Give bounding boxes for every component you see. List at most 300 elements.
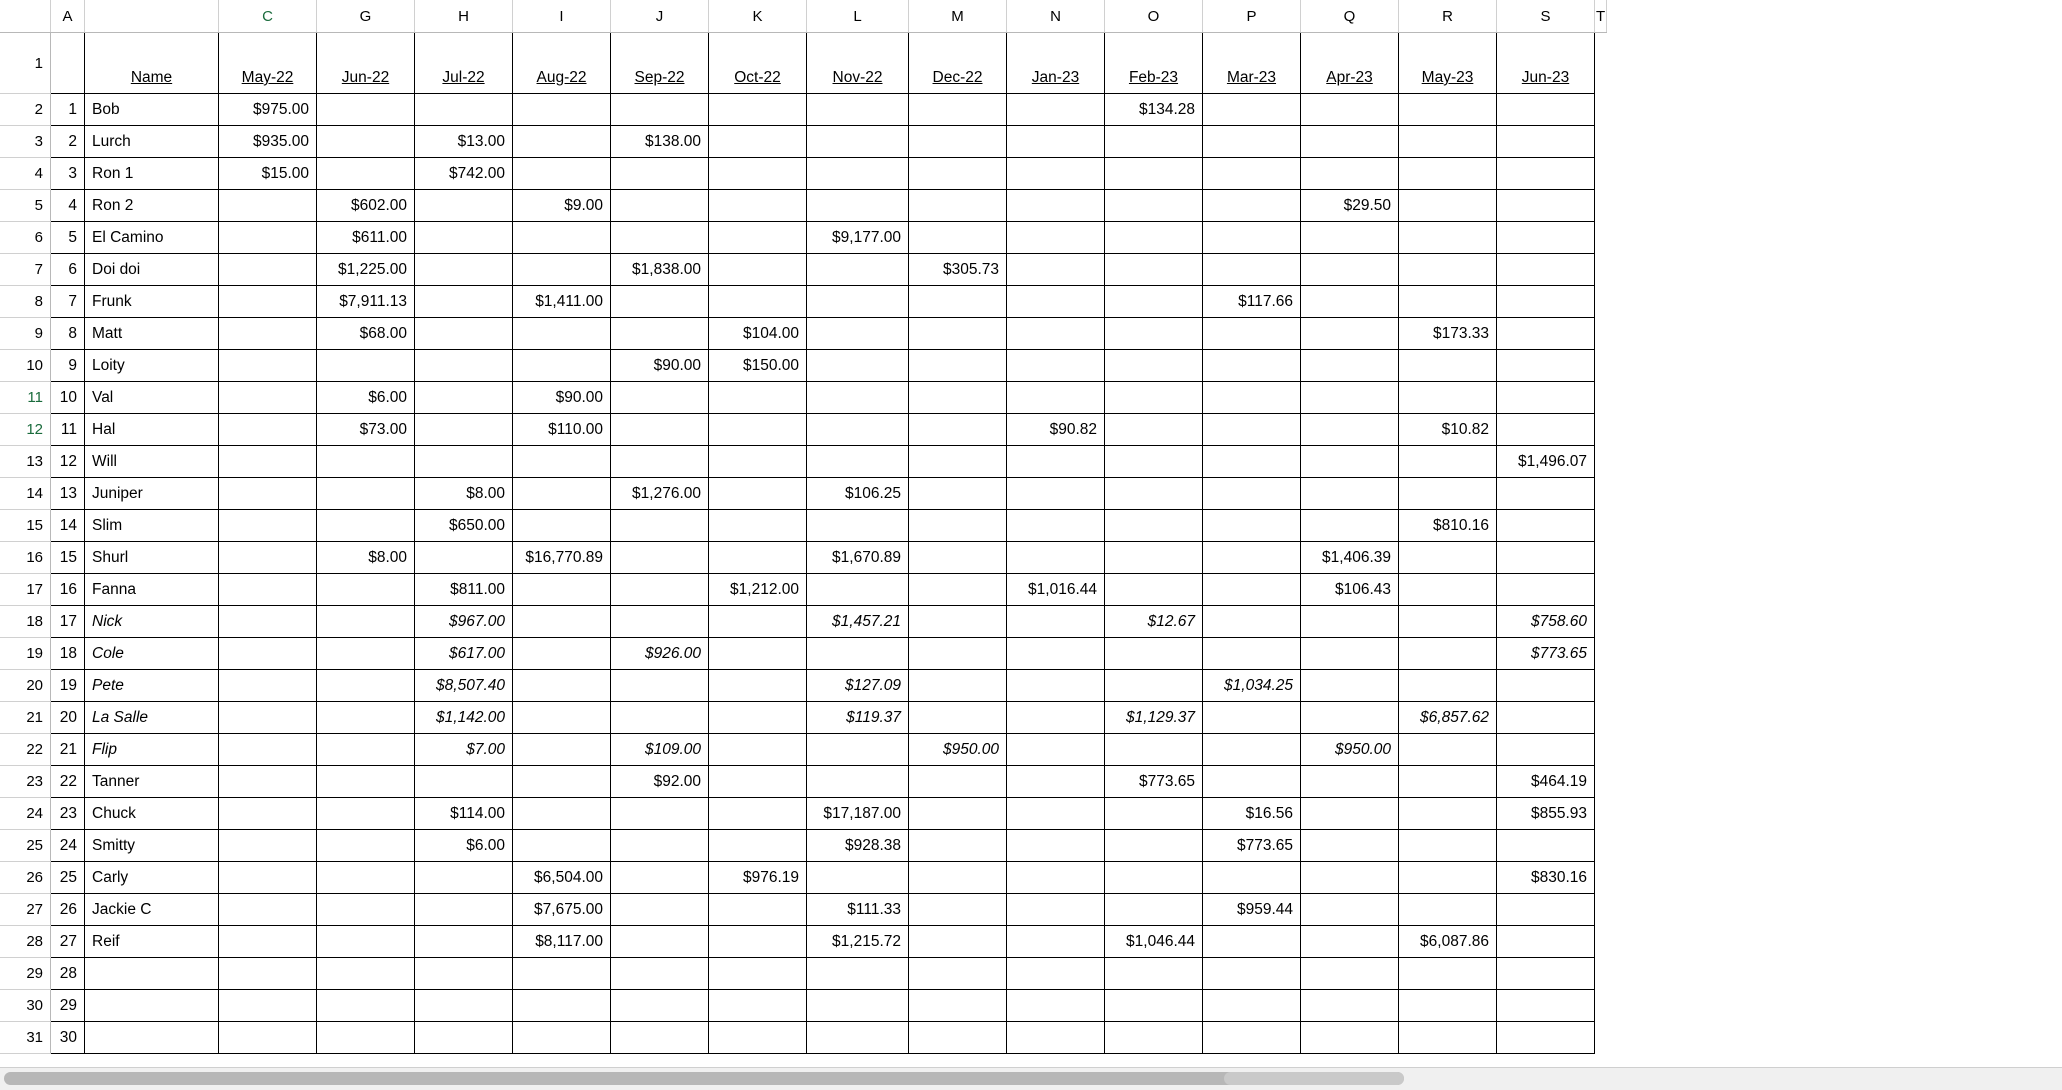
amount-cell[interactable]: [1203, 350, 1301, 382]
column-header-K[interactable]: K: [709, 0, 807, 33]
name-cell[interactable]: Val: [85, 382, 219, 414]
column-header-C[interactable]: C: [219, 0, 317, 33]
amount-cell[interactable]: [1105, 382, 1203, 414]
amount-cell[interactable]: [1301, 958, 1399, 990]
amount-cell[interactable]: [513, 350, 611, 382]
amount-cell[interactable]: [1497, 958, 1595, 990]
amount-cell[interactable]: [1203, 702, 1301, 734]
table-row[interactable]: [0, 798, 1607, 830]
amount-cell[interactable]: [317, 798, 415, 830]
row-index-cell[interactable]: 30: [51, 1022, 85, 1054]
amount-cell[interactable]: [909, 638, 1007, 670]
amount-cell[interactable]: $16.56: [1203, 798, 1301, 830]
amount-cell[interactable]: [1105, 638, 1203, 670]
amount-cell[interactable]: $1,142.00: [415, 702, 513, 734]
amount-cell[interactable]: $855.93: [1497, 798, 1595, 830]
name-cell[interactable]: Will: [85, 446, 219, 478]
amount-cell[interactable]: [513, 478, 611, 510]
amount-cell[interactable]: [1301, 158, 1399, 190]
amount-cell[interactable]: [1105, 318, 1203, 350]
amount-cell[interactable]: [909, 286, 1007, 318]
amount-cell[interactable]: [415, 286, 513, 318]
amount-cell[interactable]: [611, 510, 709, 542]
amount-cell[interactable]: [219, 446, 317, 478]
name-cell[interactable]: Juniper: [85, 478, 219, 510]
row-index-cell[interactable]: 11: [51, 414, 85, 446]
amount-cell[interactable]: [513, 606, 611, 638]
amount-cell[interactable]: $106.25: [807, 478, 909, 510]
row-header-9[interactable]: 9: [0, 318, 51, 350]
header-cell-oct-22[interactable]: [709, 33, 807, 94]
amount-cell[interactable]: [1105, 254, 1203, 286]
amount-cell[interactable]: [1203, 222, 1301, 254]
header-cell-may-23[interactable]: [1399, 33, 1497, 94]
name-cell[interactable]: Matt: [85, 318, 219, 350]
amount-cell[interactable]: $15.00: [219, 158, 317, 190]
amount-cell[interactable]: [709, 606, 807, 638]
amount-cell[interactable]: [415, 894, 513, 926]
amount-cell[interactable]: [611, 830, 709, 862]
row-index-cell[interactable]: 19: [51, 670, 85, 702]
amount-cell[interactable]: [1497, 574, 1595, 606]
amount-cell[interactable]: [909, 894, 1007, 926]
amount-cell[interactable]: [1007, 606, 1105, 638]
row-header-10[interactable]: 10: [0, 350, 51, 382]
header-cell-nov-22[interactable]: [807, 33, 909, 94]
row-header-22[interactable]: 22: [0, 734, 51, 766]
amount-cell[interactable]: $611.00: [317, 222, 415, 254]
amount-cell[interactable]: [709, 414, 807, 446]
table-row[interactable]: [0, 990, 1607, 1022]
amount-cell[interactable]: [1007, 958, 1105, 990]
table-row[interactable]: [0, 830, 1607, 862]
table-row[interactable]: [0, 926, 1607, 958]
amount-cell[interactable]: $111.33: [807, 894, 909, 926]
column-header-S[interactable]: S: [1497, 0, 1595, 33]
column-header-A[interactable]: A: [51, 0, 85, 33]
amount-cell[interactable]: [1105, 350, 1203, 382]
row-header-4[interactable]: 4: [0, 158, 51, 190]
amount-cell[interactable]: [1007, 798, 1105, 830]
amount-cell[interactable]: $6,857.62: [1399, 702, 1497, 734]
amount-cell[interactable]: [415, 94, 513, 126]
amount-cell[interactable]: [709, 798, 807, 830]
amount-cell[interactable]: [317, 350, 415, 382]
amount-cell[interactable]: $1,016.44: [1007, 574, 1105, 606]
amount-cell[interactable]: $9.00: [513, 190, 611, 222]
amount-cell[interactable]: [807, 1022, 909, 1054]
amount-cell[interactable]: [415, 990, 513, 1022]
amount-cell[interactable]: [909, 830, 1007, 862]
amount-cell[interactable]: [1301, 510, 1399, 542]
amount-cell[interactable]: [909, 382, 1007, 414]
amount-cell[interactable]: [1007, 350, 1105, 382]
row-index-cell[interactable]: 2: [51, 126, 85, 158]
header-cell-mar-23[interactable]: [1203, 33, 1301, 94]
amount-cell[interactable]: $7,911.13: [317, 286, 415, 318]
amount-cell[interactable]: [415, 190, 513, 222]
amount-cell[interactable]: [1399, 766, 1497, 798]
header-cell-name[interactable]: [85, 33, 219, 94]
amount-cell[interactable]: $109.00: [611, 734, 709, 766]
amount-cell[interactable]: [909, 94, 1007, 126]
amount-cell[interactable]: [909, 862, 1007, 894]
row-index-cell[interactable]: 27: [51, 926, 85, 958]
amount-cell[interactable]: [611, 798, 709, 830]
amount-cell[interactable]: [909, 766, 1007, 798]
amount-cell[interactable]: [611, 222, 709, 254]
column-header-G[interactable]: G: [317, 0, 415, 33]
horizontal-scrollbar-thumb[interactable]: [4, 1072, 1404, 1085]
amount-cell[interactable]: [1203, 478, 1301, 510]
amount-cell[interactable]: [709, 958, 807, 990]
amount-cell[interactable]: [709, 222, 807, 254]
amount-cell[interactable]: [1301, 894, 1399, 926]
amount-cell[interactable]: [1301, 414, 1399, 446]
row-header-26[interactable]: 26: [0, 862, 51, 894]
amount-cell[interactable]: [1105, 990, 1203, 1022]
amount-cell[interactable]: [1399, 94, 1497, 126]
name-cell[interactable]: [85, 990, 219, 1022]
amount-cell[interactable]: [1007, 670, 1105, 702]
amount-cell[interactable]: [1301, 862, 1399, 894]
amount-cell[interactable]: [1203, 254, 1301, 286]
amount-cell[interactable]: $305.73: [909, 254, 1007, 286]
row-index-cell[interactable]: 3: [51, 158, 85, 190]
amount-cell[interactable]: [1105, 1022, 1203, 1054]
amount-cell[interactable]: $1,496.07: [1497, 446, 1595, 478]
amount-cell[interactable]: [1301, 798, 1399, 830]
amount-cell[interactable]: [1007, 510, 1105, 542]
amount-cell[interactable]: [1105, 158, 1203, 190]
column-header-H[interactable]: H: [415, 0, 513, 33]
amount-cell[interactable]: [1105, 126, 1203, 158]
amount-cell[interactable]: [1497, 222, 1595, 254]
amount-cell[interactable]: [1497, 318, 1595, 350]
amount-cell[interactable]: [1399, 862, 1497, 894]
amount-cell[interactable]: [513, 574, 611, 606]
amount-cell[interactable]: [219, 766, 317, 798]
amount-cell[interactable]: [807, 958, 909, 990]
amount-cell[interactable]: [415, 318, 513, 350]
amount-cell[interactable]: $1,276.00: [611, 478, 709, 510]
amount-cell[interactable]: [611, 702, 709, 734]
row-index-cell[interactable]: 23: [51, 798, 85, 830]
amount-cell[interactable]: [909, 222, 1007, 254]
column-header-J[interactable]: J: [611, 0, 709, 33]
amount-cell[interactable]: [1301, 94, 1399, 126]
table-row[interactable]: [0, 574, 1607, 606]
name-cell[interactable]: Ron 2: [85, 190, 219, 222]
amount-cell[interactable]: [219, 638, 317, 670]
amount-cell[interactable]: $138.00: [611, 126, 709, 158]
amount-cell[interactable]: [709, 830, 807, 862]
amount-cell[interactable]: $6.00: [415, 830, 513, 862]
amount-cell[interactable]: [1497, 990, 1595, 1022]
amount-cell[interactable]: [415, 766, 513, 798]
amount-cell[interactable]: $104.00: [709, 318, 807, 350]
amount-cell[interactable]: [1007, 894, 1105, 926]
amount-cell[interactable]: [1497, 734, 1595, 766]
amount-cell[interactable]: [317, 670, 415, 702]
column-header-Q[interactable]: Q: [1301, 0, 1399, 33]
amount-cell[interactable]: [1105, 734, 1203, 766]
amount-cell[interactable]: $742.00: [415, 158, 513, 190]
amount-cell[interactable]: $90.00: [611, 350, 709, 382]
amount-cell[interactable]: [1007, 126, 1105, 158]
amount-cell[interactable]: $106.43: [1301, 574, 1399, 606]
amount-cell[interactable]: [219, 286, 317, 318]
amount-cell[interactable]: $68.00: [317, 318, 415, 350]
row-index-cell[interactable]: 9: [51, 350, 85, 382]
name-cell[interactable]: Pete: [85, 670, 219, 702]
amount-cell[interactable]: [1301, 766, 1399, 798]
amount-cell[interactable]: [611, 382, 709, 414]
amount-cell[interactable]: [1497, 414, 1595, 446]
amount-cell[interactable]: [1203, 734, 1301, 766]
amount-cell[interactable]: $1,046.44: [1105, 926, 1203, 958]
amount-cell[interactable]: [1399, 190, 1497, 222]
amount-cell[interactable]: [415, 958, 513, 990]
amount-cell[interactable]: [1497, 382, 1595, 414]
table-row[interactable]: [0, 158, 1607, 190]
amount-cell[interactable]: [1399, 158, 1497, 190]
amount-cell[interactable]: [807, 862, 909, 894]
amount-cell[interactable]: [513, 766, 611, 798]
amount-cell[interactable]: [1399, 542, 1497, 574]
table-row[interactable]: [0, 670, 1607, 702]
amount-cell[interactable]: $6,504.00: [513, 862, 611, 894]
amount-cell[interactable]: [1007, 990, 1105, 1022]
amount-cell[interactable]: [1007, 734, 1105, 766]
amount-cell[interactable]: [1203, 862, 1301, 894]
amount-cell[interactable]: $8.00: [415, 478, 513, 510]
amount-cell[interactable]: [611, 670, 709, 702]
amount-cell[interactable]: [1203, 990, 1301, 1022]
amount-cell[interactable]: [219, 862, 317, 894]
amount-cell[interactable]: [317, 478, 415, 510]
header-cell-jun-22[interactable]: [317, 33, 415, 94]
name-cell[interactable]: Smitty: [85, 830, 219, 862]
amount-cell[interactable]: [1399, 478, 1497, 510]
amount-cell[interactable]: [1301, 702, 1399, 734]
row-header-17[interactable]: 17: [0, 574, 51, 606]
amount-cell[interactable]: [611, 542, 709, 574]
amount-cell[interactable]: [1203, 190, 1301, 222]
amount-cell[interactable]: [1105, 670, 1203, 702]
name-cell[interactable]: El Camino: [85, 222, 219, 254]
row-index-cell[interactable]: 21: [51, 734, 85, 766]
amount-cell[interactable]: [513, 702, 611, 734]
amount-cell[interactable]: [1301, 382, 1399, 414]
row-index-cell[interactable]: 24: [51, 830, 85, 862]
amount-cell[interactable]: $92.00: [611, 766, 709, 798]
select-all-corner[interactable]: [0, 0, 51, 33]
amount-cell[interactable]: $773.65: [1203, 830, 1301, 862]
amount-cell[interactable]: [1497, 158, 1595, 190]
name-cell[interactable]: Nick: [85, 606, 219, 638]
row-index-cell[interactable]: 1: [51, 94, 85, 126]
amount-cell[interactable]: [709, 734, 807, 766]
amount-cell[interactable]: [219, 510, 317, 542]
amount-cell[interactable]: [807, 990, 909, 1022]
column-header-O[interactable]: O: [1105, 0, 1203, 33]
amount-cell[interactable]: [709, 190, 807, 222]
amount-cell[interactable]: [317, 990, 415, 1022]
row-header-20[interactable]: 20: [0, 670, 51, 702]
amount-cell[interactable]: [513, 734, 611, 766]
amount-cell[interactable]: [1497, 94, 1595, 126]
amount-cell[interactable]: [1301, 638, 1399, 670]
amount-cell[interactable]: [415, 446, 513, 478]
amount-cell[interactable]: [807, 766, 909, 798]
amount-cell[interactable]: [317, 894, 415, 926]
amount-cell[interactable]: [1105, 510, 1203, 542]
row-header-21[interactable]: 21: [0, 702, 51, 734]
amount-cell[interactable]: [1007, 926, 1105, 958]
amount-cell[interactable]: [317, 702, 415, 734]
amount-cell[interactable]: [1105, 286, 1203, 318]
amount-cell[interactable]: [513, 222, 611, 254]
amount-cell[interactable]: $1,212.00: [709, 574, 807, 606]
table-row[interactable]: [0, 1022, 1607, 1054]
amount-cell[interactable]: [807, 126, 909, 158]
amount-cell[interactable]: [909, 702, 1007, 734]
row-header-23[interactable]: 23: [0, 766, 51, 798]
amount-cell[interactable]: [1007, 222, 1105, 254]
amount-cell[interactable]: [1203, 414, 1301, 446]
amount-cell[interactable]: [1203, 510, 1301, 542]
amount-cell[interactable]: $617.00: [415, 638, 513, 670]
amount-cell[interactable]: [513, 318, 611, 350]
amount-cell[interactable]: $90.82: [1007, 414, 1105, 446]
name-cell[interactable]: Lurch: [85, 126, 219, 158]
amount-cell[interactable]: [1301, 350, 1399, 382]
table-row[interactable]: [0, 126, 1607, 158]
amount-cell[interactable]: [1301, 254, 1399, 286]
amount-cell[interactable]: $773.65: [1105, 766, 1203, 798]
amount-cell[interactable]: [317, 606, 415, 638]
amount-cell[interactable]: [1497, 670, 1595, 702]
row-index-cell[interactable]: 6: [51, 254, 85, 286]
row-header-30[interactable]: 30: [0, 990, 51, 1022]
amount-cell[interactable]: [1203, 1022, 1301, 1054]
amount-cell[interactable]: [909, 414, 1007, 446]
amount-cell[interactable]: [807, 414, 909, 446]
amount-cell[interactable]: $1,129.37: [1105, 702, 1203, 734]
column-header-blank[interactable]: [85, 0, 219, 33]
amount-cell[interactable]: [1399, 798, 1497, 830]
amount-cell[interactable]: [1203, 542, 1301, 574]
amount-cell[interactable]: [1497, 478, 1595, 510]
amount-cell[interactable]: [611, 1022, 709, 1054]
amount-cell[interactable]: $976.19: [709, 862, 807, 894]
row-header-11[interactable]: 11: [0, 382, 51, 414]
amount-cell[interactable]: [1105, 862, 1203, 894]
row-index-cell[interactable]: 13: [51, 478, 85, 510]
row-index-cell[interactable]: 15: [51, 542, 85, 574]
row-header-6[interactable]: 6: [0, 222, 51, 254]
amount-cell[interactable]: $1,034.25: [1203, 670, 1301, 702]
amount-cell[interactable]: [709, 446, 807, 478]
amount-cell[interactable]: [909, 510, 1007, 542]
row-header-3[interactable]: 3: [0, 126, 51, 158]
amount-cell[interactable]: [219, 990, 317, 1022]
amount-cell[interactable]: [513, 94, 611, 126]
amount-cell[interactable]: [1105, 446, 1203, 478]
amount-cell[interactable]: [909, 670, 1007, 702]
amount-cell[interactable]: [1203, 158, 1301, 190]
amount-cell[interactable]: [513, 830, 611, 862]
amount-cell[interactable]: [807, 638, 909, 670]
amount-cell[interactable]: [611, 414, 709, 446]
amount-cell[interactable]: [709, 702, 807, 734]
amount-cell[interactable]: [219, 830, 317, 862]
name-cell[interactable]: Loity: [85, 350, 219, 382]
amount-cell[interactable]: [219, 382, 317, 414]
amount-cell[interactable]: [1497, 702, 1595, 734]
amount-cell[interactable]: [1203, 446, 1301, 478]
amount-cell[interactable]: $6,087.86: [1399, 926, 1497, 958]
amount-cell[interactable]: [415, 414, 513, 446]
amount-cell[interactable]: [709, 670, 807, 702]
amount-cell[interactable]: [611, 862, 709, 894]
header-cell-feb-23[interactable]: [1105, 33, 1203, 94]
amount-cell[interactable]: $16,770.89: [513, 542, 611, 574]
row-index-cell[interactable]: 28: [51, 958, 85, 990]
row-index-cell[interactable]: 18: [51, 638, 85, 670]
amount-cell[interactable]: [317, 958, 415, 990]
amount-cell[interactable]: [611, 958, 709, 990]
amount-cell[interactable]: $773.65: [1497, 638, 1595, 670]
table-row[interactable]: [0, 862, 1607, 894]
amount-cell[interactable]: [1105, 958, 1203, 990]
amount-cell[interactable]: $1,215.72: [807, 926, 909, 958]
table-row[interactable]: [0, 94, 1607, 126]
amount-cell[interactable]: $173.33: [1399, 318, 1497, 350]
amount-cell[interactable]: [1105, 190, 1203, 222]
amount-cell[interactable]: [909, 350, 1007, 382]
row-index-cell[interactable]: 22: [51, 766, 85, 798]
amount-cell[interactable]: [85, 1022, 219, 1054]
amount-cell[interactable]: [219, 222, 317, 254]
amount-cell[interactable]: [611, 990, 709, 1022]
amount-cell[interactable]: $10.82: [1399, 414, 1497, 446]
name-cell[interactable]: Flip: [85, 734, 219, 766]
row-header-13[interactable]: 13: [0, 446, 51, 478]
amount-cell[interactable]: [1497, 190, 1595, 222]
amount-cell[interactable]: [1203, 958, 1301, 990]
amount-cell[interactable]: $8.00: [317, 542, 415, 574]
amount-cell[interactable]: [1301, 670, 1399, 702]
amount-cell[interactable]: $127.09: [807, 670, 909, 702]
amount-cell[interactable]: [1007, 542, 1105, 574]
amount-cell[interactable]: [1203, 606, 1301, 638]
table-row[interactable]: [0, 414, 1607, 446]
name-cell[interactable]: Fanna: [85, 574, 219, 606]
amount-cell[interactable]: [317, 766, 415, 798]
row-index-cell[interactable]: 20: [51, 702, 85, 734]
amount-cell[interactable]: [219, 958, 317, 990]
name-cell[interactable]: Carly: [85, 862, 219, 894]
amount-cell[interactable]: [219, 702, 317, 734]
header-cell-apr-23[interactable]: [1301, 33, 1399, 94]
amount-cell[interactable]: [317, 574, 415, 606]
header-cell-jan-23[interactable]: [1007, 33, 1105, 94]
amount-cell[interactable]: [219, 318, 317, 350]
amount-cell[interactable]: $1,838.00: [611, 254, 709, 286]
amount-cell[interactable]: [709, 990, 807, 1022]
